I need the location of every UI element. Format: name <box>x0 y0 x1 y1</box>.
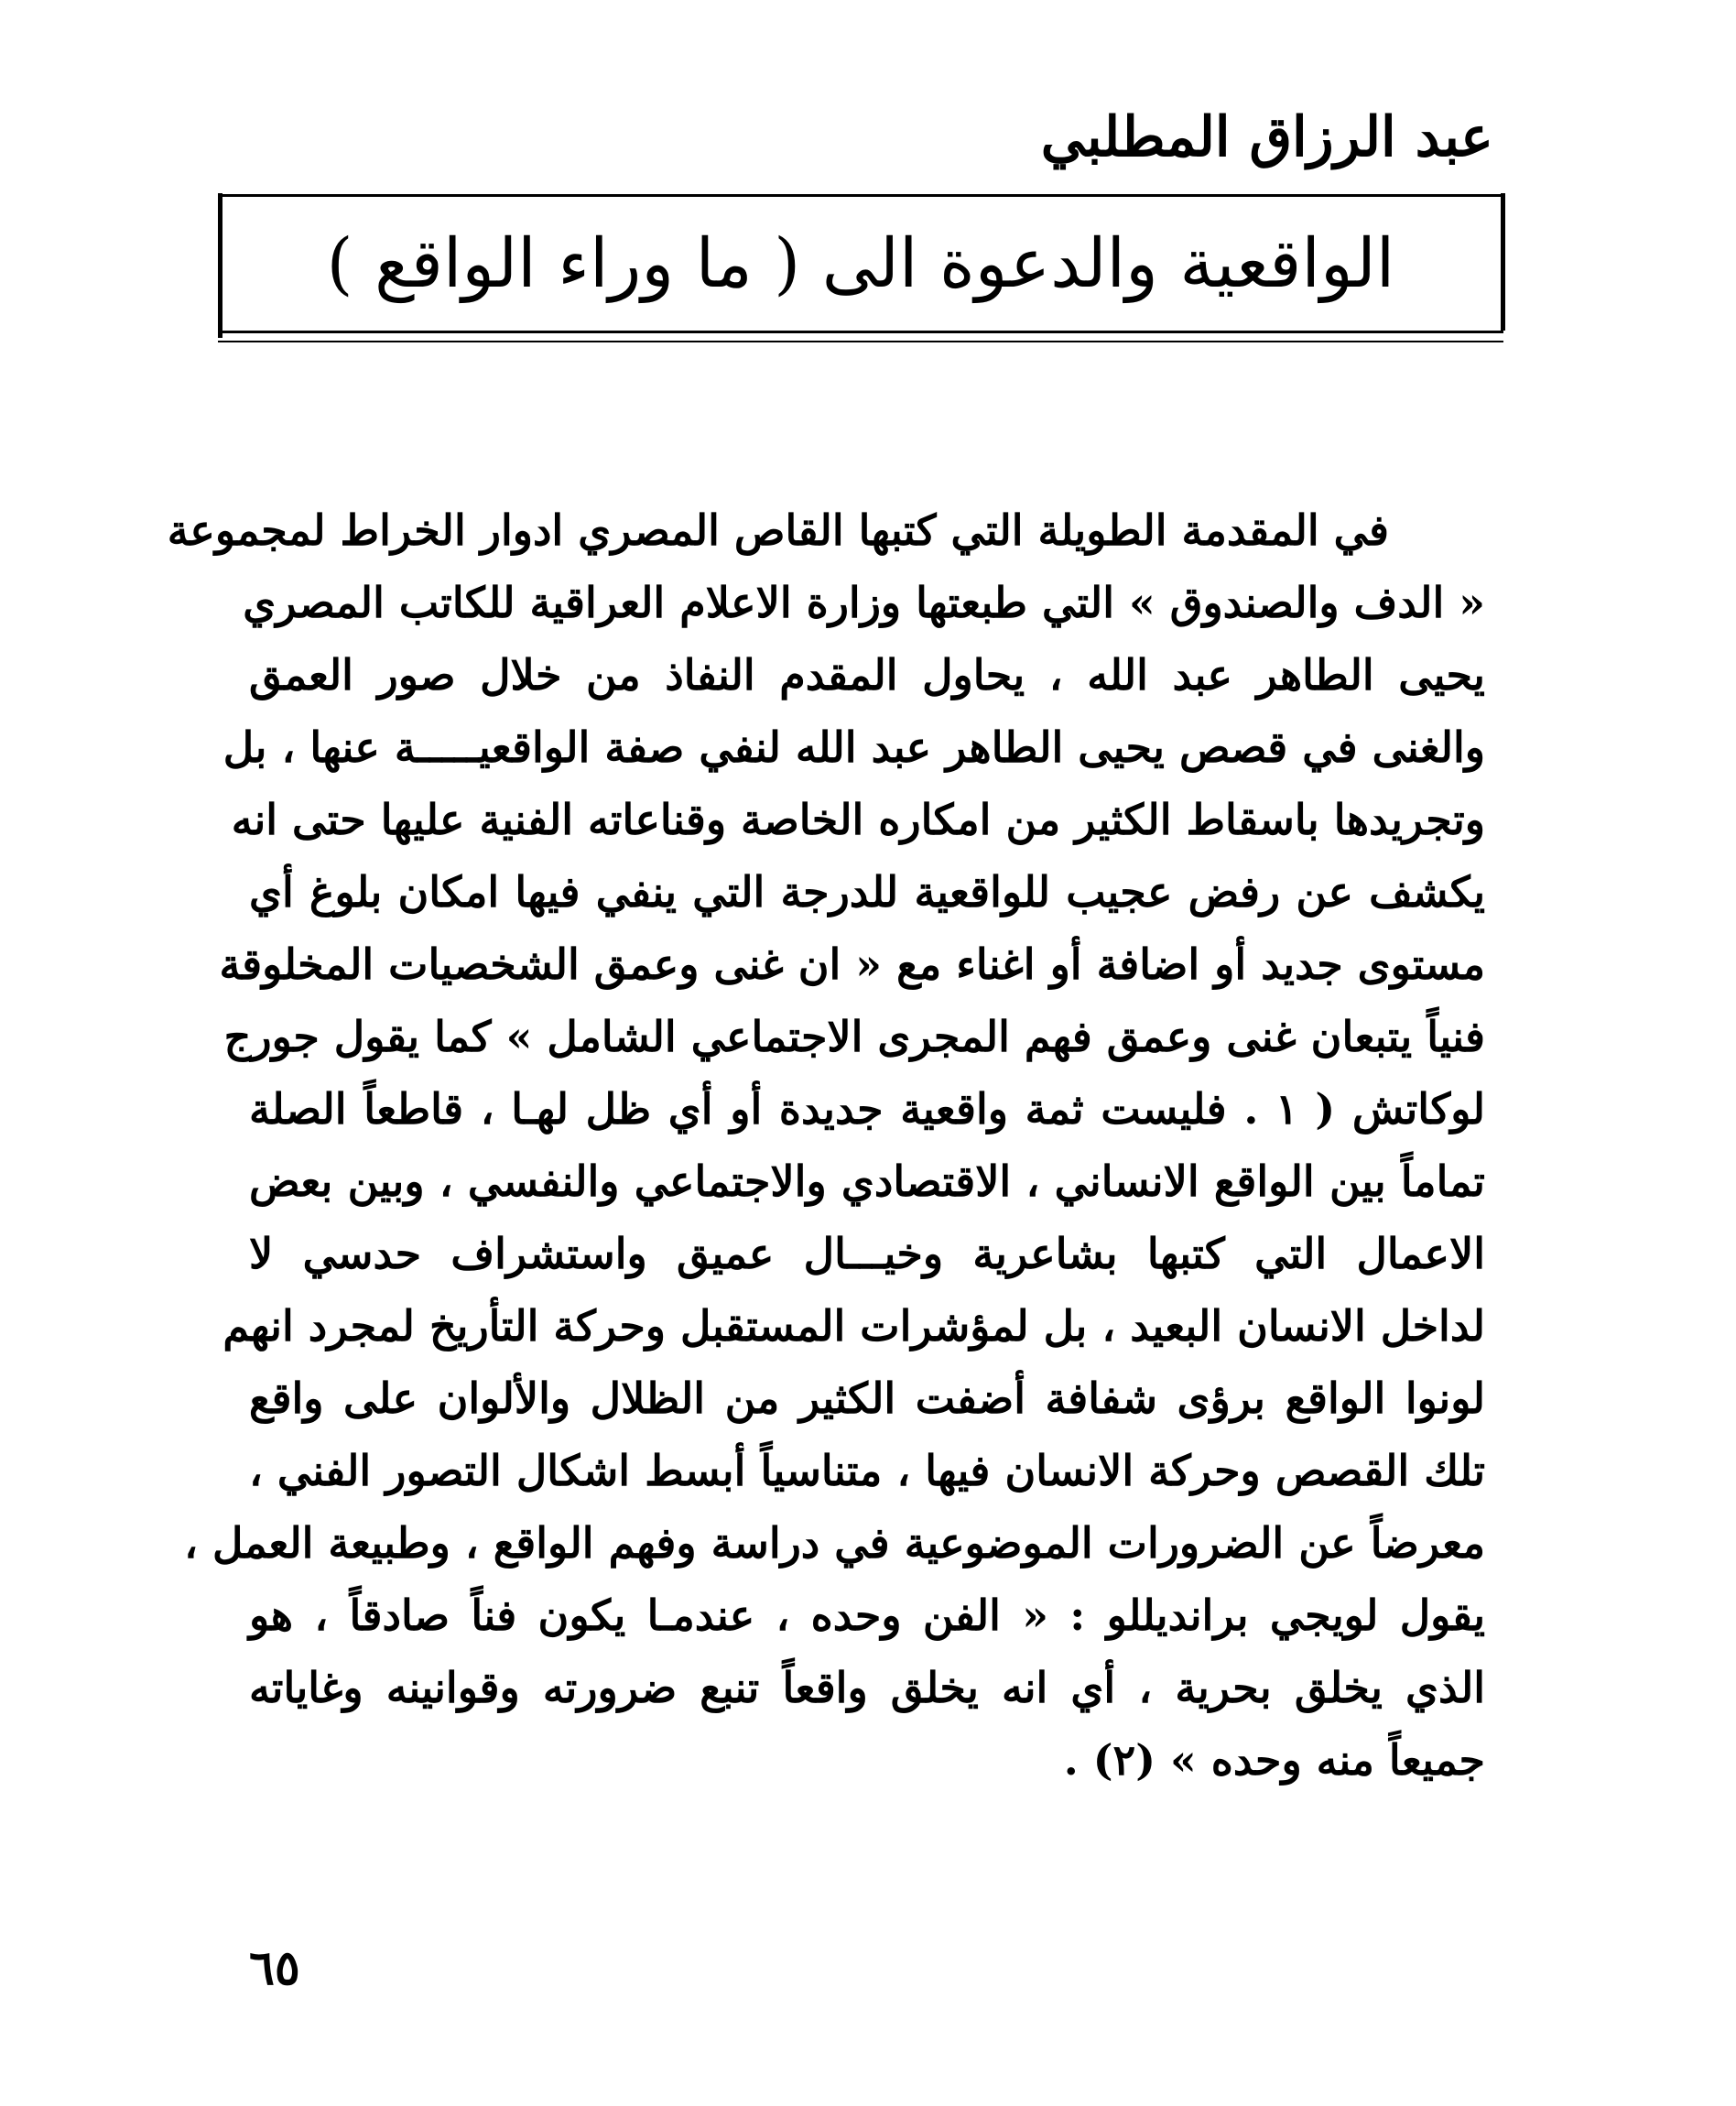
body-line: تماماً بين الواقع الانساني ، الاقتصادي والاجتماعي والنفسي ، وبين بعض <box>249 1156 1485 1206</box>
article-title: الواقعية والدعوة الى ( ما وراء الواقع ) <box>326 224 1395 303</box>
body-line: مستوى جديد أو اضافة أو اغناء مع « ان غنى وعمق الشخصيات المخلوقة <box>219 939 1485 989</box>
body-line: « الدف والصندوق » التي طبعتها وزارة الاعلام العراقية للكاتب المصري <box>243 578 1485 627</box>
article-body <box>167 494 1485 1797</box>
body-line: تلك القصص وحركة الانسان فيها ، متناسياً أبسط اشكال التصور الفني ، <box>249 1446 1485 1495</box>
body-line: جميعاً منه وحده » (٢) . <box>1063 1735 1485 1785</box>
body-line: وتجريدها باسقاط الكثير من امكاره الخاصة وقناعاته الفنية عليها حتى انه <box>231 795 1485 844</box>
title-frame <box>218 194 1503 333</box>
body-line: في المقدمة الطويلة التي كتبها القاص المصري ادوار الخراط لمجموعة <box>167 505 1389 555</box>
body-line: الذي يخلق بحرية ، أي انه يخلق واقعاً تنبع ضرورته وقوانينه وغاياته <box>249 1663 1485 1712</box>
body-line: يحيى الطاهر عبد الله ، يحاول المقدم النفاذ من خلال صور العمق <box>249 650 1485 700</box>
page-number: ٦٥ <box>249 1940 300 1996</box>
body-line: والغنى في قصص يحيى الطاهر عبد الله لنفي صفة الواقعيـــــة عنها ، بل <box>222 722 1485 772</box>
body-line: لونوا الواقع برؤى شفافة أضفت الكثير من الظلال والألوان على واقع <box>249 1373 1485 1423</box>
body-line: فنياً يتبعان غنى وعمق فهم المجرى الاجتماعي الشامل » كما يقول جورج <box>223 1012 1485 1061</box>
body-line: الاعمال التي كتبها بشاعرية وخيـــال عميق واستشراف حدسي لا <box>249 1229 1485 1278</box>
author-name: عبد الرزاق المطلبي <box>1040 105 1493 169</box>
body-line: يقول لويجي برانديللو : « الفن وحده ، عندمـا يكون فناً صادقاً ، هو <box>249 1590 1485 1640</box>
body-line: لداخل الانسان البعيد ، بل لمؤشرات المستقبل وحركة التأريخ لمجرد انهم <box>222 1301 1485 1351</box>
body-line: يكشف عن رفض عجيب للواقعية للدرجة التي ينفي فيها امكان بلوغ أي <box>249 867 1485 917</box>
title-divider <box>218 341 1503 342</box>
body-line: معرضاً عن الضرورات الموضوعية في دراسة وفهم الواقع ، وطبيعة العمل ، <box>184 1518 1485 1568</box>
body-line: لوكاتش ( ١ . فليست ثمة واقعية جديدة أو أي ظل لهـا ، قاطعاً الصلة <box>249 1084 1485 1134</box>
